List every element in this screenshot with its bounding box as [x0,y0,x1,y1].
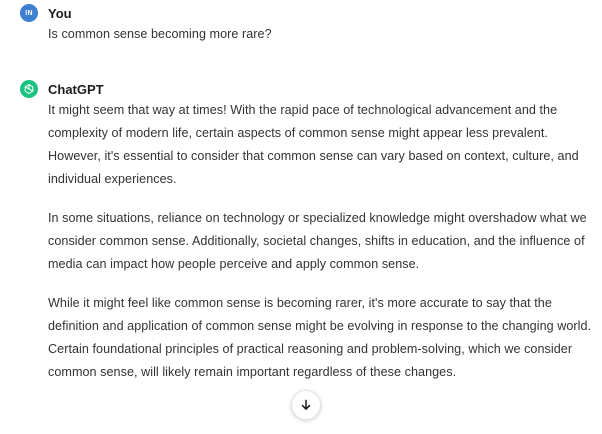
user-message [20,3,594,46]
user-avatar [20,4,38,22]
assistant-message-text [48,99,594,384]
user-message-header [20,3,594,23]
user-message-paragraph: Is common sense becoming more rare? [48,27,272,41]
user-message-text [48,23,594,46]
assistant-paragraph-3: While it might feel like common sense is becoming rarer, it's more accurate to say that the definition and application of common sense might be evolving in response to the changing world. Certain foundational principles of practical reasoning and problem-solving, which we consider common sense, will likely remain important regardless of these changes. [48,296,592,379]
scroll-to-bottom-button[interactable] [291,390,321,420]
arrow-down-icon [299,398,313,412]
assistant-message-header [20,79,594,99]
assistant-paragraph-1: It might seem that way at times! With the rapid pace of technological advancement and the complexity of modern life, certain aspects of common sense might appear less prevalent. However, it's essential to consider that common sense can vary based on context, culture, and individual experiences. [48,103,579,186]
assistant-author-name: ChatGPT [48,81,104,97]
assistant-message [20,79,594,384]
openai-logo-icon [23,83,35,95]
assistant-paragraph-2: In some situations, reliance on technology or specialized knowledge might overshadow what we consider common sense. Additionally, societal changes, shifts in education, and the influence of media can impact how people perceive and apply common sense. [48,211,587,271]
assistant-avatar [20,80,38,98]
user-author-name: You [48,5,72,21]
user-avatar-initials: IN [25,9,33,17]
